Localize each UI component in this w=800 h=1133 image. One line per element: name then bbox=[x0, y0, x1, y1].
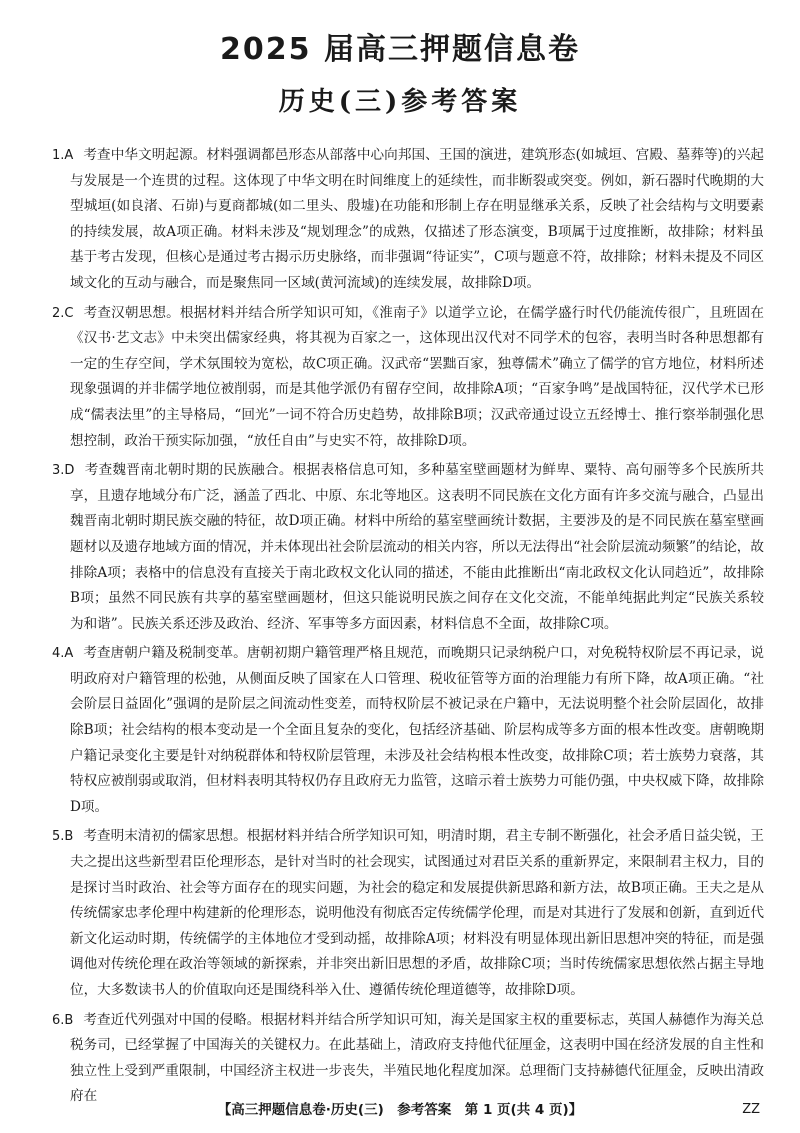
answer-item-3 bbox=[52, 458, 764, 637]
answer-number: 1. bbox=[52, 148, 65, 163]
answer-explanation: 考查中华文明起源。材料强调都邑形态从部落中心向邦国、王国的演进，建筑形态(如城垣、宫殿、墓葬等)的兴起与发展是一个连贯的过程。这体现了中华文明在时间维度上的延续性，而非断裂或突变。例如，新石器时代晚期的大型城垣(如良渚、石峁)与夏商都城(如二里头、殷墟)在功能和形制上存在明显继承关系，反映了社会结构与文明要素的持续发展，故A项正确。材料未涉及“规划理念”的成熟，仅描述了形态演变，B项属于过度推断，故排除；材料虽基于考古发现，但核心是通过考古揭示历史脉络，而非强调“待证实”，C项与题意不符，故排除；材料未提及不同区域文化的互动与融合，而是聚焦同一区域(黄河流域)的连续发展，故排除D项。 bbox=[70, 147, 764, 291]
answer-option: A bbox=[64, 148, 74, 163]
footer-code: ZZ bbox=[742, 1102, 760, 1117]
page-footer: 【高三押题信息卷·历史(三) 参考答案 第 1 页(共 4 页)】 bbox=[217, 1102, 583, 1118]
answer-explanation: 考查魏晋南北朝时期的民族融合。根据表格信息可知，多种墓室壁画题材为鲜卑、粟特、高句丽等多个民族所共享，且遗存地域分布广泛，涵盖了西北、中原、东北等地区。这表明不同民族在文化方面有许多交流与融合，凸显出魏晋南北朝时期民族交融的特征，故D项正确。材料中所给的墓室壁画统计数据，主要涉及的是不同民族在墓室壁画题材以及遗存地域方面的情况，并未体现出社会阶层流动的相关内容，所以无法得出“社会阶层流动频繁”的结论，故排除A项；表格中的信息没有直接关于南北政权文化认同的描述，不能由此推断出“南北政权文化认同趋近”，故排除B项；虽然不同民族有共享的墓室壁画题材，但这只能说明民族之间存在文化交流，不能单纯据此判定“民族关系较为和谐”。民族关系还涉及政治、经济、军事等多方面因素，材料信息不全面，故排除C项。 bbox=[70, 462, 764, 632]
answer-item-2 bbox=[52, 301, 764, 455]
answer-option: C bbox=[64, 305, 74, 321]
answer-option: A bbox=[64, 646, 74, 662]
answer-number: 5. bbox=[52, 829, 65, 845]
answer-item-4 bbox=[52, 641, 764, 820]
answer-option: D bbox=[64, 463, 75, 479]
answers-list bbox=[52, 143, 764, 1114]
answer-item-1 bbox=[52, 143, 764, 297]
answer-explanation: 考查唐朝户籍及税制变革。唐朝初期户籍管理严格且规范，而晚期只记录纳税户口，对免税特权阶层不再记录，说明政府对户籍管理的松弛，从侧面反映了国家在人口管理、税收征管等方面的治理能力有所下降，故A项正确。“社会阶层日益固化”强调的是阶层之间流动性变差，而特权阶层不被记录在户籍中，无法说明整个社会阶层固化，故排除B项；社会结构的根本变动是一个全面且复杂的变化，包括经济基础、阶层构成等多方面的根本性改变。唐朝晚期户籍记录变化主要是针对纳税群体和特权阶层管理，未涉及社会结构根本性改变，故排除C项；若士族势力衰落，其特权应被削弱或取消，但材料表明其特权仍存且政府无力监管，这暗示着士族势力可能仍强，中央权威下降，故排除D项。 bbox=[70, 645, 764, 815]
page-subtitle: 历史(三)参考答案 bbox=[278, 87, 522, 117]
answer-option: B bbox=[64, 829, 74, 845]
answer-option: B bbox=[64, 1012, 74, 1028]
answer-item-6 bbox=[52, 1008, 764, 1110]
answer-number: 3. bbox=[52, 463, 65, 479]
answer-item-5 bbox=[52, 824, 764, 1003]
answer-explanation: 考查近代列强对中国的侵略。根据材料并结合所学知识可知，海关是国家主权的重要标志，英国人赫德作为海关总税务司，已经掌握了中国海关的关键权力。在此基础上，清政府支持他代征厘金，这表明中国在经济发展的自主性和独立性上受到严重限制，中国经济主权进一步丧失，半殖民地化程度加深。总理衙门支持赫德代征厘金，反映出清政府在 bbox=[70, 1011, 764, 1105]
page-title: 2025 届高三押题信息卷 bbox=[220, 32, 580, 67]
answer-number: 2. bbox=[52, 305, 65, 321]
answer-explanation: 考查汉朝思想。根据材料并结合所学知识可知，《淮南子》以道学立论，在儒学盛行时代仍能流传很广，且班固在《汉书·艺文志》中未突出儒家经典，将其视为百家之一，这体现出汉代对不同学术的包容，表明当时各种思想都有一定的生存空间，学术氛围较为宽松，故C项正确。汉武帝“罢黜百家，独尊儒术”确立了儒学的官方地位，材料所述现象强调的并非儒学地位被削弱，而是其他学派仍有留存空间，故排除A项；“百家争鸣”是战国特征，汉代学术已形成“儒表法里”的主导格局，“回光”一词不符合历史趋势，故排除B项；汉武帝通过设立五经博士、推行察举制强化思想控制，政治干预实际加强，“放任自由”与史实不符，故排除D项。 bbox=[70, 304, 764, 449]
answer-number: 4. bbox=[52, 646, 65, 662]
answer-explanation: 考查明末清初的儒家思想。根据材料并结合所学知识可知，明清时期，君主专制不断强化，社会矛盾日益尖锐，王夫之提出这些新型君臣伦理形态，是针对当时的社会现实，试图通过对君臣关系的重新界定，来限制君主权力，目的是探讨当时政治、社会等方面存在的现实问题，为社会的稳定和发展提供新思路和新方法，故B项正确。王夫之是从传统儒家忠孝伦理中构建新的伦理形态，说明他没有彻底否定传统儒学伦理，而是对其进行了发展和创新，直到近代新文化运动时期，传统儒学的主体地位才受到动摇，故排除A项；材料没有明显体现出新旧思想冲突的特征，而是强调他对传统伦理在政治等领域的新探索，并非突出新旧思想的矛盾，故排除C项；当时传统儒家思想依然占据主导地位，大多数读书人的价值取向还是围绕科举入仕、遵循传统伦理道德等，故排除D项。 bbox=[70, 828, 764, 998]
answer-number: 6. bbox=[52, 1012, 65, 1028]
